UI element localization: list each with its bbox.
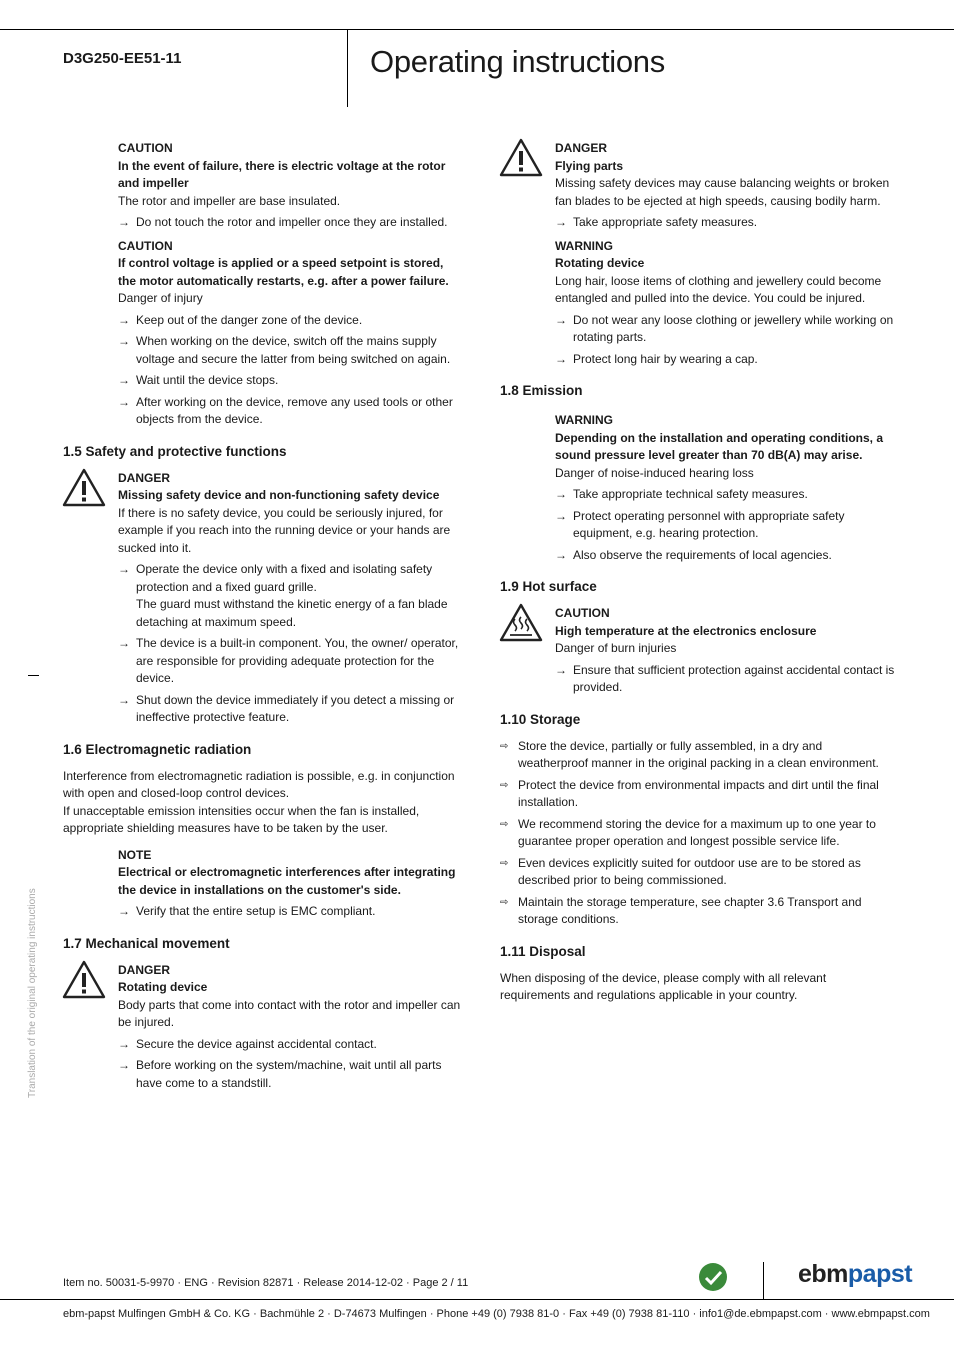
footer-rule bbox=[0, 1299, 954, 1300]
list-item: ⇨ Maintain the storage temperature, see chapter 3.6 Transport and storage conditions. bbox=[500, 894, 862, 926]
footer-logo-divider bbox=[763, 1262, 764, 1300]
hazard-text: The rotor and impeller are base insulated. bbox=[118, 193, 341, 208]
list-item: → Wait until the device stops. bbox=[118, 373, 279, 387]
footer-item-line: Item no. 50031-5-9970 · ENG · Revision 82871 · Release 2014-12-02 · Page 2 / 11 bbox=[63, 1277, 469, 1289]
hazard-text: Danger of noise-induced hearing loss bbox=[555, 465, 754, 480]
warning-triangle-icon bbox=[62, 960, 106, 1000]
warning-rotating-device bbox=[555, 238, 895, 369]
signal-word: DANGER bbox=[555, 141, 608, 155]
section-heading-1-9: 1.9 Hot surface bbox=[500, 579, 597, 594]
hazard-title: Missing safety device and non-functioning safety device bbox=[118, 488, 440, 502]
caution-hot-surface bbox=[555, 605, 895, 697]
list-item: ⇨ Even devices explicitly suited for outdoor use are to be stored as described prior to being commissioned. bbox=[500, 855, 861, 887]
list-item: → Ensure that sufficient protection against accidental contact is provided. bbox=[555, 662, 895, 694]
sidebar-translation-note: Translation of the original operating instructions bbox=[27, 888, 38, 1098]
danger-safety-device bbox=[118, 470, 463, 727]
hazard-title: Flying parts bbox=[555, 158, 624, 173]
section-heading-1-10: 1.10 Storage bbox=[500, 711, 581, 727]
list-item: → Also observe the requirements of local agencies. bbox=[555, 547, 832, 562]
list-item: → Verify that the entire setup is EMC compliant. bbox=[118, 904, 376, 918]
hazard-title: Electrical or electromagnetic interferences after integrating the device in installations on the customer's side. bbox=[118, 865, 456, 897]
list-item: → Protect operating personnel with appropriate safety equipment, e.g. hearing protection. bbox=[555, 508, 845, 540]
list-item: ⇨ Store the device, partially or fully assembled, in a dry and weatherproof manner in the original packing in a clean environment. bbox=[500, 738, 879, 770]
signal-word: DANGER bbox=[118, 962, 171, 977]
signal-word: NOTE bbox=[118, 847, 152, 862]
signal-word: DANGER bbox=[118, 470, 171, 485]
page-title: Operating instructions bbox=[370, 44, 665, 79]
hazard-title: If control voltage is applied or a speed setpoint is stored, the motor automatically restarts, e.g. after a power failure. bbox=[118, 256, 449, 288]
caution-restart bbox=[118, 238, 463, 429]
warning-triangle-icon bbox=[499, 138, 543, 178]
list-item: → Do not wear any loose clothing or jewellery while working on rotating parts. bbox=[555, 312, 894, 344]
section-heading-1-7: 1.7 Mechanical movement bbox=[63, 935, 230, 951]
warning-triangle-icon bbox=[62, 468, 106, 508]
hazard-text: If there is no safety device, you could be seriously injured, for example if you reach into the running device or your hands are sucked into it. bbox=[118, 505, 451, 555]
footer-address: ebm-papst Mulfingen GmbH & Co. KG · Bachmühle 2 · D-74673 Mulfingen · Phone +49 (0) 7938 81-0 · Fax +49 (0) 7938 81-110 · info1@de.ebmpapst.com · www.ebmpapst.com bbox=[63, 1308, 930, 1320]
signal-word: CAUTION bbox=[118, 238, 173, 253]
header-top-rule bbox=[0, 29, 954, 30]
hazard-text: Danger of burn injuries bbox=[555, 641, 677, 655]
green-tech-badge bbox=[697, 1262, 729, 1292]
signal-word: CAUTION bbox=[555, 606, 610, 620]
paragraph: If unacceptable emission intensities occur when the fan is installed, appropriate shielding measures have to be taken by the user. bbox=[63, 803, 420, 835]
storage-list bbox=[500, 738, 895, 929]
list-item: → Shut down the device immediately if you detect a missing or ineffective protective feature. bbox=[118, 692, 455, 724]
danger-flying-parts bbox=[555, 140, 895, 232]
hazard-title: Depending on the installation and operating conditions, a sound pressure level greater than 70 dB(A) may arise. bbox=[555, 430, 884, 462]
margin-tick bbox=[28, 675, 39, 676]
list-item: → Take appropriate technical safety measures. bbox=[555, 487, 808, 501]
hazard-text: Danger of injury bbox=[118, 291, 203, 305]
left-column bbox=[63, 140, 463, 1092]
ebmpapst-logo: ebmpapst bbox=[798, 1260, 913, 1288]
warning-emission bbox=[555, 412, 895, 564]
signal-word: CAUTION bbox=[118, 141, 173, 155]
list-item: → Do not touch the rotor and impeller once they are installed. bbox=[118, 215, 448, 229]
list-item: → After working on the device, remove any used tools or other objects from the device. bbox=[118, 394, 453, 426]
list-item: → Operate the device only with a fixed and isolating safety protection and a fixed guard grille. The guard must withstand the kinetic energy of a fan blade detaching at maximum speed. bbox=[118, 562, 448, 629]
hazard-title: Rotating device bbox=[118, 980, 208, 994]
list-item: → Secure the device against accidental contact. bbox=[118, 1036, 377, 1051]
green-tech-icon bbox=[697, 1262, 729, 1292]
model-number: D3G250-EE51-11 bbox=[63, 50, 182, 67]
signal-word: WARNING bbox=[555, 413, 613, 427]
hazard-text: Missing safety devices may cause balancing weights or broken fan blades to be ejected at high speeds, causing bodily harm. bbox=[555, 176, 890, 208]
hazard-title: Rotating device bbox=[555, 256, 645, 270]
hazard-title: High temperature at the electronics enclosure bbox=[555, 623, 817, 638]
hazard-text: Long hair, loose items of clothing and jewellery could become entangled and pulled into the device. You could be injured. bbox=[555, 273, 882, 305]
right-column bbox=[500, 140, 895, 1005]
section-heading-1-5: 1.5 Safety and protective functions bbox=[63, 443, 287, 459]
hot-surface-icon bbox=[499, 603, 543, 643]
list-item: → Protect long hair by wearing a cap. bbox=[555, 351, 758, 366]
list-item: → When working on the device, switch off the mains supply voltage and secure the latter from being switched on again. bbox=[118, 334, 451, 366]
list-item: → Keep out of the danger zone of the device. bbox=[118, 312, 363, 327]
list-item: → Take appropriate safety measures. bbox=[555, 215, 758, 229]
list-item: ⇨ We recommend storing the device for a maximum up to one year to guarantee proper operation and longest possible service life. bbox=[500, 816, 876, 848]
hazard-text: Body parts that come into contact with the rotor and impeller can be injured. bbox=[118, 997, 461, 1029]
section-heading-1-6: 1.6 Electromagnetic radiation bbox=[63, 741, 252, 757]
section-heading-1-8: 1.8 Emission bbox=[500, 383, 583, 398]
paragraph: When disposing of the device, please comply with all relevant requirements and regulations applicable in your country. bbox=[500, 970, 827, 1002]
signal-word: WARNING bbox=[555, 238, 613, 253]
danger-rotating-device bbox=[118, 962, 463, 1093]
list-item: ⇨ Protect the device from environmental impacts and dirt until the final installation. bbox=[500, 777, 879, 809]
section-heading-1-11: 1.11 Disposal bbox=[500, 943, 586, 959]
list-item: → Before working on the system/machine, wait until all parts have come to a standstill. bbox=[118, 1058, 442, 1090]
list-item: → The device is a built-in component. You, the owner/ operator, are responsible for providing adequate protection for the device. bbox=[118, 636, 459, 685]
hazard-title: In the event of failure, there is electric voltage at the rotor and impeller bbox=[118, 158, 446, 190]
header-divider bbox=[347, 29, 348, 107]
caution-electric-voltage bbox=[118, 140, 463, 232]
note-emc bbox=[118, 847, 463, 921]
paragraph: Interference from electromagnetic radiation is possible, e.g. in conjunction with open and closed-loop control devices. bbox=[63, 768, 455, 800]
